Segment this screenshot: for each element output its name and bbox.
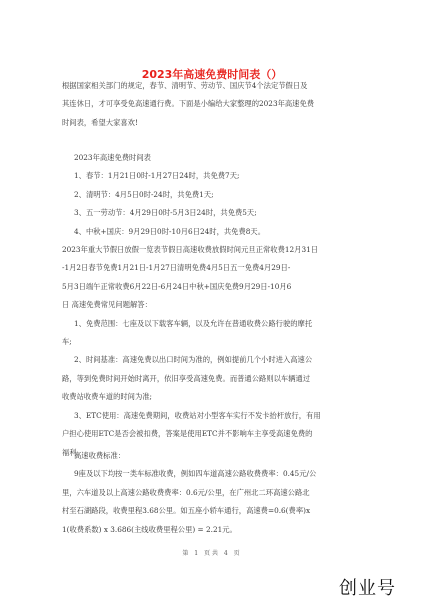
faq-line: 户担心使用ETC是否会被扣费，答案是使用ETC并不影响车主享受高速免费的 — [62, 429, 313, 439]
faq-line: 1、免费范围：七座及以下载客车辆，以及允许在普通收费公路行驶的摩托 — [74, 318, 313, 328]
summary-line: 5月3日端午正常收费6月22日-6月24日中秋+国庆免费9月29日-10月6 — [62, 281, 292, 291]
schedule-heading: 2023年高速免费时间表 — [74, 153, 151, 162]
holiday-item: 3、五一劳动节：4月29日0时-5月3日24时，共免费5天; — [74, 208, 257, 218]
watermark-text: 创业号 — [339, 578, 396, 599]
faq-line: 车; — [62, 337, 72, 347]
fee-line: 1(收费系数) x 3.686(主线收费里程公里) = 2.21元。 — [62, 524, 237, 534]
summary-line: 2023年重大节假日放假一览表节假日高速收费放假时间元旦正常收费12月31日 — [62, 245, 319, 255]
fee-line: 9座及以下均按一类车标准收费，例如四车道高速公路收费费率：0.45元/公 — [74, 469, 317, 479]
fee-heading: 高速收费标准： — [74, 451, 126, 460]
holiday-item: 2、清明节：4月5日0时-24时，共免费1天; — [74, 189, 214, 199]
page-footer: 第 1 页共 4 页 — [182, 550, 242, 557]
summary-line: 日 高速免费常见问题解答： — [62, 300, 152, 310]
holiday-item: 1、春节：1月21日0时-1月27日24时，共免费7天; — [74, 171, 240, 181]
intro-line: 时间表，希望大家喜欢! — [62, 117, 138, 127]
intro-line: 根据国家相关部门的规定，春节、清明节、劳动节、国庆节4个法定节假日及 — [62, 81, 308, 90]
fee-section — [62, 447, 364, 539]
faq-line: 路，等到免费时间开始时离开，依旧享受高速免费。而普通公路则以车辆通过 — [62, 373, 311, 383]
fee-line: 里，六车道及以上高速公路收费费率：0.6元/公里，在广州北二环高速公路北 — [62, 487, 310, 497]
holiday-item: 4、中秋+国庆：9月29日0时-10月6日24时，共免费8天。 — [74, 226, 265, 236]
summary-line: -1月2日春节免费1月21日-1月27日清明免费4月5日五一免费4月29日- — [62, 263, 291, 273]
fee-line: 村至石湖路段，收费里程3.68公里。如五座小轿车通行，高速费=0.6(费率)x — [62, 506, 311, 516]
faq-line: 3、ETC使用：高速免费期间，收费站对小型客车实行不发卡抬杆放行，有用 — [74, 410, 321, 420]
faq-line: 2、时间基准：高速免费以出口时间为准的，例如提前几个小时进入高速公 — [74, 355, 313, 365]
intro-line: 其连休日，才可享受免高速通行费。下面是小编给大家整理的2023年高速免费 — [62, 99, 315, 109]
faq-line: 收费站收费车道的时间为准; — [62, 392, 153, 402]
schedule-section — [62, 149, 364, 462]
intro-paragraph — [62, 77, 364, 132]
faq-line: 福利。 — [62, 447, 84, 457]
document-title: 2023年高速免费时间表（） — [141, 68, 283, 81]
